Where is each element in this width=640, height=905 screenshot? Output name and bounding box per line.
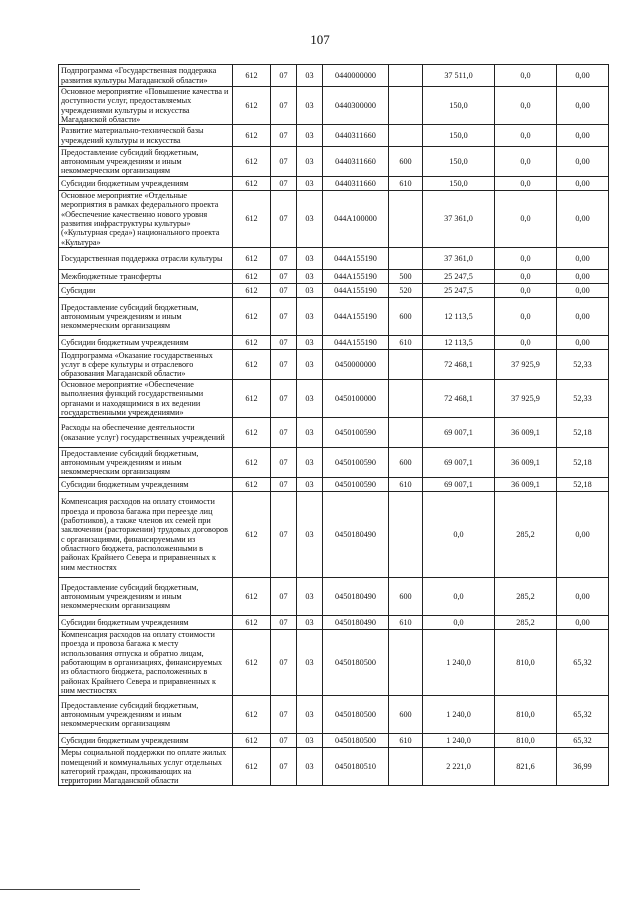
executed-amount: 810,0: [495, 630, 557, 696]
table-row: [59, 177, 609, 191]
target-article-code: 0450180500: [323, 630, 389, 696]
table-row: [59, 125, 609, 147]
section-code: 07: [271, 616, 297, 630]
execution-percent: 0,00: [557, 125, 609, 147]
expense-type-code: 600: [389, 147, 423, 177]
execution-percent: 36,99: [557, 748, 609, 786]
section-code: 07: [271, 247, 297, 269]
row-name: Предоставление субсидий бюджетным, автономным учреждениям и иным некоммерческим организациям: [59, 147, 233, 177]
expense-type-code: [389, 349, 423, 379]
planned-amount: 25 247,5: [423, 269, 495, 283]
expense-type-code: 610: [389, 616, 423, 630]
ved-code: 612: [233, 734, 271, 748]
planned-amount: 12 113,5: [423, 335, 495, 349]
table-row: [59, 349, 609, 379]
ved-code: 612: [233, 269, 271, 283]
table-row: [59, 335, 609, 349]
executed-amount: 0,0: [495, 125, 557, 147]
ved-code: 612: [233, 87, 271, 125]
table-row: [59, 283, 609, 297]
expense-type-code: [389, 247, 423, 269]
subsection-code: 03: [297, 448, 323, 478]
section-code: 07: [271, 696, 297, 734]
expense-type-code: 600: [389, 696, 423, 734]
subsection-code: 03: [297, 147, 323, 177]
planned-amount: 150,0: [423, 147, 495, 177]
expense-type-code: [389, 125, 423, 147]
target-article-code: 044A155190: [323, 269, 389, 283]
ved-code: 612: [233, 335, 271, 349]
execution-percent: 65,32: [557, 734, 609, 748]
subsection-code: 03: [297, 269, 323, 283]
target-article-code: 0440311660: [323, 125, 389, 147]
expense-type-code: 610: [389, 478, 423, 492]
subsection-code: 03: [297, 492, 323, 578]
subsection-code: 03: [297, 191, 323, 248]
target-article-code: 0440311660: [323, 177, 389, 191]
subsection-code: 03: [297, 616, 323, 630]
planned-amount: 150,0: [423, 177, 495, 191]
ved-code: 612: [233, 247, 271, 269]
execution-percent: 0,00: [557, 177, 609, 191]
row-name: Межбюджетные трансферты: [59, 269, 233, 283]
executed-amount: 0,0: [495, 297, 557, 335]
target-article-code: 0450180490: [323, 578, 389, 616]
section-code: 07: [271, 191, 297, 248]
section-code: 07: [271, 65, 297, 87]
table-row: [59, 748, 609, 786]
planned-amount: 1 240,0: [423, 734, 495, 748]
subsection-code: 03: [297, 283, 323, 297]
row-name: Субсидии: [59, 283, 233, 297]
row-name: Субсидии бюджетным учреждениям: [59, 616, 233, 630]
subsection-code: 03: [297, 297, 323, 335]
table-row: [59, 578, 609, 616]
row-name: Расходы на обеспечение деятельности (оказание услуг) государственных учреждений: [59, 418, 233, 448]
section-code: 07: [271, 297, 297, 335]
executed-amount: 821,6: [495, 748, 557, 786]
subsection-code: 03: [297, 578, 323, 616]
planned-amount: 37 361,0: [423, 247, 495, 269]
ved-code: 612: [233, 748, 271, 786]
table-row: [59, 247, 609, 269]
target-article-code: 044A155190: [323, 297, 389, 335]
ved-code: 612: [233, 478, 271, 492]
execution-percent: 65,32: [557, 696, 609, 734]
row-name: Подпрограмма «Оказание государственных услуг в сфере культуры и отраслевого образования Магаданской области»: [59, 349, 233, 379]
section-code: 07: [271, 87, 297, 125]
subsection-code: 03: [297, 630, 323, 696]
planned-amount: 1 240,0: [423, 630, 495, 696]
expense-type-code: [389, 191, 423, 248]
planned-amount: 1 240,0: [423, 696, 495, 734]
target-article-code: 0450100000: [323, 379, 389, 417]
executed-amount: 285,2: [495, 492, 557, 578]
target-article-code: 0450180490: [323, 616, 389, 630]
expense-type-code: 600: [389, 448, 423, 478]
ved-code: 612: [233, 191, 271, 248]
row-name: Предоставление субсидий бюджетным, автономным учреждениям и иным некоммерческим организациям: [59, 448, 233, 478]
execution-percent: 0,00: [557, 578, 609, 616]
table-row: [59, 269, 609, 283]
subsection-code: 03: [297, 65, 323, 87]
planned-amount: 2 221,0: [423, 748, 495, 786]
execution-percent: 65,32: [557, 630, 609, 696]
table-row: [59, 418, 609, 448]
execution-percent: 0,00: [557, 247, 609, 269]
section-code: 07: [271, 125, 297, 147]
ved-code: 612: [233, 297, 271, 335]
ved-code: 612: [233, 696, 271, 734]
section-code: 07: [271, 492, 297, 578]
row-name: Основное мероприятие «Повышение качества и доступности услуг, предоставляемых учреждениями культуры и искусства Магаданской области»: [59, 87, 233, 125]
ved-code: 612: [233, 492, 271, 578]
executed-amount: 0,0: [495, 283, 557, 297]
planned-amount: 150,0: [423, 125, 495, 147]
subsection-code: 03: [297, 125, 323, 147]
executed-amount: 0,0: [495, 335, 557, 349]
table-row: [59, 191, 609, 248]
target-article-code: 0450180500: [323, 734, 389, 748]
target-article-code: 0450180510: [323, 748, 389, 786]
execution-percent: 0,00: [557, 616, 609, 630]
row-name: Субсидии бюджетным учреждениям: [59, 734, 233, 748]
expense-type-code: [389, 65, 423, 87]
expense-type-code: 610: [389, 335, 423, 349]
execution-percent: 0,00: [557, 191, 609, 248]
expense-type-code: [389, 748, 423, 786]
table-row: [59, 379, 609, 417]
section-code: 07: [271, 630, 297, 696]
execution-percent: 0,00: [557, 492, 609, 578]
target-article-code: 0450100590: [323, 448, 389, 478]
target-article-code: 044A155190: [323, 335, 389, 349]
expense-type-code: [389, 418, 423, 448]
table-body: [59, 65, 609, 786]
executed-amount: 0,0: [495, 65, 557, 87]
expense-type-code: 610: [389, 734, 423, 748]
table-row: [59, 696, 609, 734]
expense-type-code: 520: [389, 283, 423, 297]
planned-amount: 12 113,5: [423, 297, 495, 335]
section-code: 07: [271, 418, 297, 448]
planned-amount: 150,0: [423, 87, 495, 125]
executed-amount: 36 009,1: [495, 478, 557, 492]
section-code: 07: [271, 448, 297, 478]
planned-amount: 37 511,0: [423, 65, 495, 87]
target-article-code: 044A155190: [323, 283, 389, 297]
execution-percent: 0,00: [557, 335, 609, 349]
ved-code: 612: [233, 177, 271, 191]
planned-amount: 0,0: [423, 492, 495, 578]
table-row: [59, 616, 609, 630]
expense-type-code: [389, 630, 423, 696]
section-code: 07: [271, 578, 297, 616]
subsection-code: 03: [297, 349, 323, 379]
ved-code: 612: [233, 578, 271, 616]
page-number: 107: [310, 32, 330, 47]
executed-amount: 285,2: [495, 578, 557, 616]
executed-amount: 0,0: [495, 191, 557, 248]
subsection-code: 03: [297, 478, 323, 492]
executed-amount: 37 925,9: [495, 379, 557, 417]
target-article-code: 0440311660: [323, 147, 389, 177]
table-row: [59, 147, 609, 177]
subsection-code: 03: [297, 696, 323, 734]
execution-percent: 52,33: [557, 379, 609, 417]
planned-amount: 69 007,1: [423, 448, 495, 478]
executed-amount: 810,0: [495, 696, 557, 734]
section-code: 07: [271, 147, 297, 177]
footer-rule: [0, 889, 140, 890]
row-name: Подпрограмма «Государственная поддержка развития культуры Магаданской области»: [59, 65, 233, 87]
planned-amount: 72 468,1: [423, 349, 495, 379]
row-name: Субсидии бюджетным учреждениям: [59, 177, 233, 191]
target-article-code: 0450180500: [323, 696, 389, 734]
execution-percent: 0,00: [557, 269, 609, 283]
executed-amount: 0,0: [495, 87, 557, 125]
ved-code: 612: [233, 630, 271, 696]
subsection-code: 03: [297, 87, 323, 125]
executed-amount: 285,2: [495, 616, 557, 630]
target-article-code: 0450180490: [323, 492, 389, 578]
row-name: Государственная поддержка отрасли культуры: [59, 247, 233, 269]
subsection-code: 03: [297, 734, 323, 748]
planned-amount: 25 247,5: [423, 283, 495, 297]
target-article-code: 0450100590: [323, 478, 389, 492]
execution-percent: 0,00: [557, 87, 609, 125]
expense-type-code: 500: [389, 269, 423, 283]
expense-type-code: [389, 87, 423, 125]
execution-percent: 0,00: [557, 297, 609, 335]
execution-percent: 0,00: [557, 283, 609, 297]
ved-code: 612: [233, 349, 271, 379]
ved-code: 612: [233, 65, 271, 87]
target-article-code: 0450100590: [323, 418, 389, 448]
row-name: Компенсация расходов на оплату стоимости проезда и провоза багажа при переезде лиц (работников), а также членов их семей при заключении (расторжении) трудовых договоров с организациями, финансируемыми из областного бюджета, расположенными в районах Крайнего Севера и приравненных к ним местностях: [59, 492, 233, 578]
table-row: [59, 734, 609, 748]
execution-percent: 52,18: [557, 448, 609, 478]
executed-amount: 0,0: [495, 247, 557, 269]
executed-amount: 810,0: [495, 734, 557, 748]
executed-amount: 0,0: [495, 269, 557, 283]
execution-percent: 52,18: [557, 478, 609, 492]
table-row: [59, 492, 609, 578]
table-row: [59, 478, 609, 492]
row-name: Предоставление субсидий бюджетным, автономным учреждениям и иным некоммерческим организациям: [59, 696, 233, 734]
row-name: Субсидии бюджетным учреждениям: [59, 478, 233, 492]
section-code: 07: [271, 283, 297, 297]
table-row: [59, 297, 609, 335]
target-article-code: 044A155190: [323, 247, 389, 269]
row-name: Развитие материально-технической базы учреждений культуры и искусства: [59, 125, 233, 147]
executed-amount: 36 009,1: [495, 418, 557, 448]
execution-percent: 52,33: [557, 349, 609, 379]
ved-code: 612: [233, 616, 271, 630]
expense-type-code: 600: [389, 297, 423, 335]
subsection-code: 03: [297, 748, 323, 786]
budget-table: [58, 64, 609, 786]
planned-amount: 69 007,1: [423, 478, 495, 492]
section-code: 07: [271, 269, 297, 283]
executed-amount: 37 925,9: [495, 349, 557, 379]
section-code: 07: [271, 379, 297, 417]
row-name: Меры социальной поддержки по оплате жилых помещений и коммунальных услуг отдельных категорий граждан, проживающих на территории Магаданской области: [59, 748, 233, 786]
ved-code: 612: [233, 147, 271, 177]
ved-code: 612: [233, 125, 271, 147]
table-row: [59, 65, 609, 87]
row-name: Основное мероприятие «Отдельные мероприятия в рамках федерального проекта «Обеспечение качественно нового уровня развития инфраструктуры культуры» («Культурная среда») национального проекта «Культура»: [59, 191, 233, 248]
subsection-code: 03: [297, 335, 323, 349]
section-code: 07: [271, 335, 297, 349]
planned-amount: 37 361,0: [423, 191, 495, 248]
target-article-code: 0450000000: [323, 349, 389, 379]
target-article-code: 0440300000: [323, 87, 389, 125]
execution-percent: 52,18: [557, 418, 609, 448]
section-code: 07: [271, 734, 297, 748]
executed-amount: 0,0: [495, 147, 557, 177]
subsection-code: 03: [297, 177, 323, 191]
section-code: 07: [271, 349, 297, 379]
expense-type-code: [389, 492, 423, 578]
row-name: Основное мероприятие «Обеспечение выполнения функций государственными органами и находящимися в их ведении государственными учреждениями»: [59, 379, 233, 417]
target-article-code: 0440000000: [323, 65, 389, 87]
section-code: 07: [271, 748, 297, 786]
planned-amount: 0,0: [423, 616, 495, 630]
expense-type-code: 610: [389, 177, 423, 191]
subsection-code: 03: [297, 418, 323, 448]
ved-code: 612: [233, 418, 271, 448]
table-row: [59, 448, 609, 478]
ved-code: 612: [233, 379, 271, 417]
row-name: Предоставление субсидий бюджетным, автономным учреждениям и иным некоммерческим организациям: [59, 578, 233, 616]
planned-amount: 69 007,1: [423, 418, 495, 448]
planned-amount: 0,0: [423, 578, 495, 616]
row-name: Компенсация расходов на оплату стоимости проезда и провоза багажа к месту использования отпуска и обратно лицам, работающим в организациях, финансируемых из областного бюджета, расположенных в районах Крайнего Севера и приравненных к ним местностях: [59, 630, 233, 696]
section-code: 07: [271, 478, 297, 492]
subsection-code: 03: [297, 247, 323, 269]
execution-percent: 0,00: [557, 147, 609, 177]
target-article-code: 044A100000: [323, 191, 389, 248]
planned-amount: 72 468,1: [423, 379, 495, 417]
subsection-code: 03: [297, 379, 323, 417]
executed-amount: 36 009,1: [495, 448, 557, 478]
expense-type-code: 600: [389, 578, 423, 616]
table-row: [59, 87, 609, 125]
expense-type-code: [389, 379, 423, 417]
ved-code: 612: [233, 283, 271, 297]
execution-percent: 0,00: [557, 65, 609, 87]
row-name: Субсидии бюджетным учреждениям: [59, 335, 233, 349]
section-code: 07: [271, 177, 297, 191]
ved-code: 612: [233, 448, 271, 478]
row-name: Предоставление субсидий бюджетным, автономным учреждениям и иным некоммерческим организациям: [59, 297, 233, 335]
executed-amount: 0,0: [495, 177, 557, 191]
table-row: [59, 630, 609, 696]
